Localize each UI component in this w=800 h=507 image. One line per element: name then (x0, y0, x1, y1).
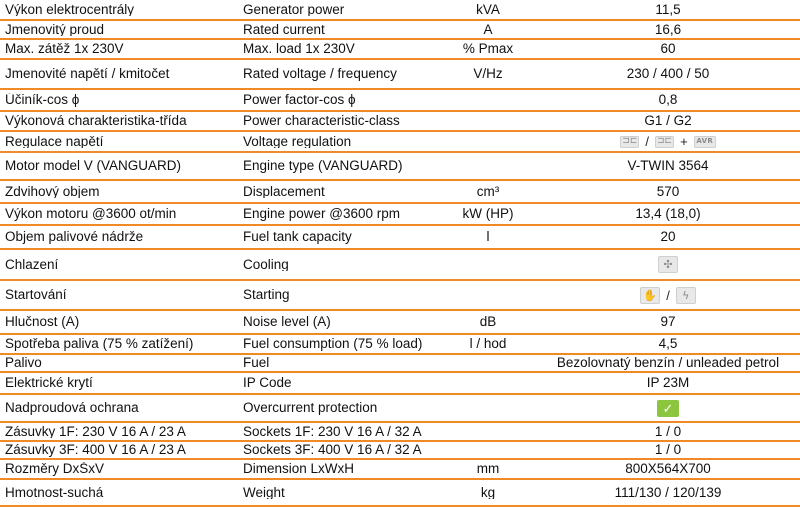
spec-row-max-load (0, 40, 800, 60)
label-en: Overcurrent protection (243, 401, 378, 415)
label-en: Fuel consumption (75 % load) (243, 337, 423, 351)
label-en: IP Code (243, 376, 292, 390)
label-en: Noise level (A) (243, 315, 331, 329)
unit: A (483, 22, 493, 37)
spec-row-voltage-regulation (0, 132, 800, 153)
spec-row-generator-power (0, 0, 800, 21)
label-cz: Jmenovitý proud (5, 22, 105, 37)
unit: l (486, 230, 490, 244)
value: 20 (660, 230, 676, 244)
unit: kg (480, 485, 496, 500)
label-cz: Objem palivové nádrže (5, 230, 144, 244)
hand-pull-start-icon: ✋ (640, 287, 660, 304)
electric-start-icon: ϟ (676, 287, 696, 304)
label-en: Fuel (243, 356, 270, 370)
label-cz: Palivo (5, 356, 42, 370)
label-en: Weight (243, 485, 285, 500)
label-cz: Motor model V (VANGUARD) (5, 159, 182, 173)
label-en: Voltage regulation (243, 134, 352, 149)
label-cz: Výkon elektrocentrály (5, 2, 135, 17)
unit: kW (HP) (462, 207, 514, 221)
spec-row-fuel-consumption (0, 335, 800, 355)
separator: + (680, 135, 688, 148)
spec-row-noise-level (0, 311, 800, 335)
label-en: Starting (243, 288, 290, 302)
label-en: Sockets 1F: 230 V 16 A / 32 A (243, 424, 422, 439)
value: 111/130 / 120/139 (614, 485, 722, 500)
spec-row-cooling (0, 250, 800, 281)
label-cz: Zdvihový objem (5, 184, 100, 199)
label-cz: Výkonová charakteristika-třída (5, 114, 187, 128)
value: 0,8 (658, 93, 678, 107)
label-en: Generator power (243, 2, 345, 17)
label-cz: Elektrické krytí (5, 376, 93, 390)
spec-row-dimension (0, 460, 800, 480)
label-cz: Regulace napětí (5, 134, 104, 149)
label-en: Engine power @3600 rpm (243, 207, 401, 221)
label-cz: Zásuvky 3F: 400 V 16 A / 23 A (5, 443, 186, 457)
spec-row-rated-current (0, 21, 800, 40)
value: 1 / 0 (654, 443, 682, 457)
label-en: Sockets 3F: 400 V 16 A / 32 A (243, 443, 422, 457)
value: IP 23M (646, 376, 690, 390)
spec-row-sockets-1f (0, 423, 800, 442)
spec-row-starting (0, 281, 800, 311)
value: 1 / 0 (654, 424, 682, 439)
label-cz: Max. zátěž 1x 230V (5, 42, 124, 56)
fan-icon: ✣ (658, 256, 678, 273)
label-en: Fuel tank capacity (243, 230, 352, 244)
label-cz: Rozměry DxŠxV (5, 462, 105, 476)
value: 97 (660, 315, 676, 329)
spec-row-sockets-3f (0, 442, 800, 460)
spec-row-fuel-tank (0, 226, 800, 250)
unit: kVA (476, 2, 500, 17)
spec-row-engine-type (0, 153, 800, 181)
label-cz: Zásuvky 1F: 230 V 16 A / 23 A (5, 424, 186, 439)
winding-regulation-icon: ⊐⊏ (657, 136, 673, 146)
value: 16,6 (654, 22, 682, 37)
value: 230 / 400 / 50 (626, 67, 710, 81)
value: 60 (660, 42, 676, 56)
label-cz: Nadproudová ochrana (5, 401, 139, 415)
unit: cm³ (476, 184, 500, 199)
value-icons (536, 287, 800, 304)
value: 4,5 (658, 337, 678, 351)
spec-row-power-factor (0, 90, 800, 112)
label-cz: Výkon motoru @3600 ot/min (5, 207, 177, 221)
label-cz: Hlučnost (A) (5, 315, 80, 329)
spec-row-rated-voltage (0, 60, 800, 90)
spec-row-displacement (0, 181, 800, 204)
label-en: Engine type (VANGUARD) (243, 159, 403, 173)
label-cz: Hmotnost-suchá (5, 485, 104, 500)
separator: / (666, 287, 670, 303)
value: G1 / G2 (644, 114, 692, 128)
value: 11,5 (655, 2, 681, 17)
unit: mm (476, 462, 500, 476)
label-en: Cooling (243, 257, 289, 272)
label-cz: Účiník-cos ϕ (5, 93, 80, 107)
label-en: Rated voltage / frequency (243, 67, 397, 81)
label-en: Power characteristic-class (243, 114, 400, 128)
value: 13,4 (18,0) (635, 207, 701, 221)
spec-row-ip-code (0, 373, 800, 395)
unit: V/Hz (473, 67, 503, 81)
spec-row-weight (0, 480, 800, 507)
value-icons (536, 400, 800, 417)
spec-row-engine-power (0, 204, 800, 226)
value: Bezolovnatý benzín / unleaded petrol (556, 356, 780, 370)
winding-regulation-icon: ⊐⊏ (622, 136, 638, 146)
label-en: Max. load 1x 230V (243, 42, 355, 56)
label-cz: Spotřeba paliva (75 % zatížení) (5, 337, 194, 351)
label-cz: Jmenovité napětí / kmitočet (5, 67, 170, 81)
value-icons (536, 135, 800, 148)
separator: / (645, 135, 650, 148)
label-en: Power factor-cos ϕ (243, 93, 356, 107)
value: 800X564X700 (625, 462, 711, 476)
unit: % Pmax (462, 42, 514, 56)
label-en: Rated current (243, 22, 325, 37)
label-en: Dimension LxWxH (243, 462, 355, 476)
value: V-TWIN 3564 (627, 159, 709, 173)
avr-icon: AVR (694, 136, 716, 148)
checkmark-icon: ✓ (657, 400, 679, 417)
spec-row-overcurrent-protection (0, 395, 800, 423)
label-en: Displacement (243, 184, 325, 199)
unit: l / hod (469, 337, 507, 351)
label-cz: Startování (5, 288, 67, 302)
value-icons (536, 256, 800, 273)
label-cz: Chlazení (5, 257, 59, 272)
unit: dB (479, 315, 497, 329)
spec-row-power-class (0, 112, 800, 132)
value: 570 (656, 184, 680, 199)
spec-row-fuel (0, 355, 800, 373)
